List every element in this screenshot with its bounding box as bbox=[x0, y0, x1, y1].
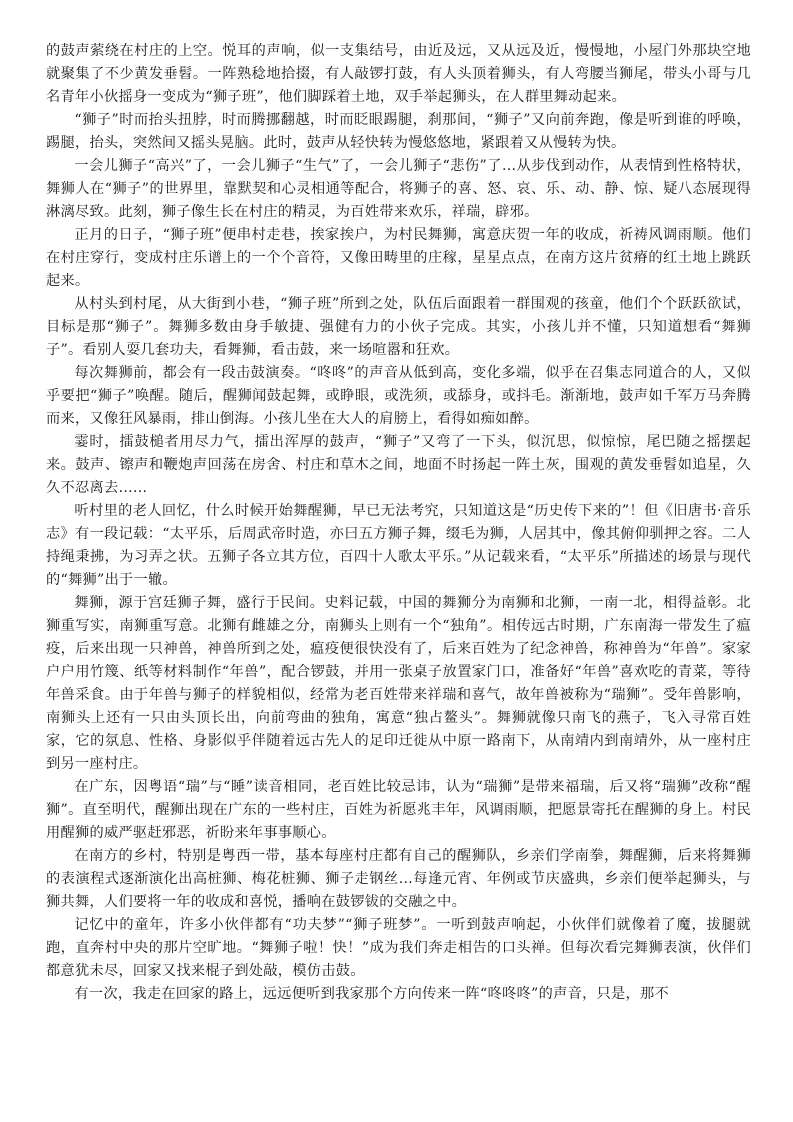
paragraph-lion-emotions: 一会儿狮子“高兴”了，一会儿狮子“生气”了，一会儿狮子“悲伤”了…从步伐到动作，从表情到性格特状，舞狮人在“狮子”的世界里，靠默契和心灵相通等配合，将狮子的喜、怒、哀、乐、动、静、惊、疑八态展现得淋漓尽致。此刻，狮子像生长在村庄的精灵，为百姓带来欢乐，祥瑞，辟邪。 bbox=[46, 158, 751, 220]
paragraph-lunar-january: 正月的日子，“狮子班”便串村走巷，挨家挨户，为村民舞狮，寓意庆贺一年的收成，祈祷风调雨顺。他们在村庄穿行，变成村庄乐谱上的一个个音符，又像田畴里的庄稼，星星点点，在南方这片贫瘠的红土地上跳跃起来。 bbox=[46, 227, 751, 289]
paragraph-southern-villages: 在南方的乡村，特别是粤西一带，基本每座村庄都有自己的醒狮队，乡亲们学南拳，舞醒狮，后来将舞狮的表演程式逐渐演化出高桩狮、梅花桩狮、狮子走钢丝…每逢元宵、年例或节庆盛典，乡亲们便举起狮头，与狮共舞，人们要将一年的收成和喜悦，播响在鼓锣钹的交融之中。 bbox=[46, 848, 751, 910]
paragraph-once-on-the-way: 有一次，我走在回家的路上，远远便听到我家那个方向传来一阵“咚咚咚”的声音，只是，那不 bbox=[74, 986, 669, 1002]
paragraph-village-parade: 从村头到村尾，从大街到小巷，“狮子班”所到之处，队伍后面跟着一群围观的孩童，他们个个跃跃欲试，目标是那“狮子”。舞狮多数由身手敏捷、强健有力的小伙子完成。其实，小孩儿并不懂，只知道想看“舞狮子”。看别人耍几套功夫，看舞狮，看击鼓，来一场喧嚣和狂欢。 bbox=[46, 296, 751, 358]
paragraph-climax: 霎时，擂鼓槌者用尽力气，擂出浑厚的鼓声，“狮子”又弯了一下头，似沉思，似惊惊，尾巴随之摇摆起来。鼓声、镲声和鞭炮声回荡在房舍、村庄和草木之间，地面不时扬起一阵土灰，围观的黄发垂髫如追星，久久不忍离去…… bbox=[46, 434, 751, 496]
paragraph-lion-dance-origin: 舞狮，源于宫廷狮子舞，盛行于民间。史料记载，中国的舞狮分为南狮和北狮，一南一北，相得益彰。北狮重写实，南狮重写意。北狮有雌雄之分，南狮头上则有一个“独角”。相传远古时期，广东南海一带发生了瘟疫，后来出现一只神兽，神兽所到之处，瘟疫便很快没有了，后来百姓为了纪念神兽，称神兽为“年兽”。家家户户用竹篾、纸等材料制作“年兽”，配合锣鼓，并用一张桌子放置家门口，准备好“年兽”喜欢吃的青菜，等待年兽采食。由于年兽与狮子的样貌相似，经常为老百姓带来祥瑞和喜气，故年兽被称为“瑞狮”。受年兽影响，南狮头上还有一只由头顶长出，向前弯曲的独角，寓意“独占鳌头”。舞狮就像只南飞的燕子，飞入寻常百姓家，它的氛息、性格、身影似乎伴随着远古先人的足印迁徙从中原一路南下，从南靖内到南靖外，从一座村庄到另一座村庄。 bbox=[46, 595, 751, 772]
paragraph-lion-movements: “狮子”时而抬头扭脖，时而腾挪翻越，时而眨眼踢腿，刹那间，“狮子”又向前奔跑，像是听到谁的呼唤，踢腿，抬头，突然间又摇头晃脑。此时，鼓声从轻快转为慢悠悠地，紧跟着又从慢转为快。 bbox=[46, 112, 751, 151]
paragraph-history-record: 听村里的老人回忆，什么时候开始舞醒狮，早已无法考究，只知道这是“历史传下来的”！但《旧唐书·音乐志》有一段记载：“太平乐，后周武帝时造，亦曰五方狮子舞，缀毛为狮，人居其中，像其俯仰驯押之容。二人持绳秉拂，为习弄之状。五狮子各立其方位，百四十人歌太平乐。”从记载来看，“太平乐”所描述的场景与现代的“舞狮”出于一辙。 bbox=[46, 503, 751, 588]
paragraph-childhood-memory: 记忆中的童年，许多小伙伴都有“功夫梦”“狮子班梦”。一听到鼓声响起，小伙伴们就像着了魔，拔腿就跑，直奔村中央的那片空旷地。“舞狮子啦！快！”成为我们奔走相告的口头禅。但每次看完舞狮表演，伙伴们都意犹未尽，回家又找来棍子到处敲，模仿击鼓。 bbox=[46, 917, 751, 979]
paragraph-guangdong-xingshi: 在广东，因粤语“瑞”与“睡”读音相同，老百姓比较忌讳，认为“瑞狮”是带来福瑞，后又将“瑞狮”改称“醒狮”。直至明代，醒狮出现在广东的一些村庄，百姓为祈愿兆丰年，风调雨顺，把愿景寄托在醒狮的身上。村民用醒狮的威严驱赶邪恶，祈盼来年事事顺心。 bbox=[46, 779, 751, 841]
paragraph-drum-gathering: 的鼓声萦绕在村庄的上空。悦耳的声响，似一支集结号，由近及远，又从远及近，慢慢地，小屋门外那块空地就聚集了不少黄发垂髫。一阵熟稔地拾掇，有人敲锣打鼓，有人头顶着狮头，有人弯腰当狮尾，带头小哥与几名青年小伙摇身一变成为“狮子班”，他们脚踩着土地，双手举起狮头，在人群里舞动起来。 bbox=[46, 43, 751, 105]
paragraph-drum-performance: 每次舞狮前，都会有一段击鼓演奏。“咚咚”的声音从低到高，变化多端，似乎在召集志同道合的人，又似乎要把“狮子”唤醒。随后，醒狮闻鼓起舞，或睁眼，或洗须，或舔身，或抖毛。渐渐地，鼓声如千军万马奔腾而来，又像狂风暴雨，排山倒海。小孩儿坐在大人的肩膀上，看得如痴如醉。 bbox=[46, 365, 751, 427]
